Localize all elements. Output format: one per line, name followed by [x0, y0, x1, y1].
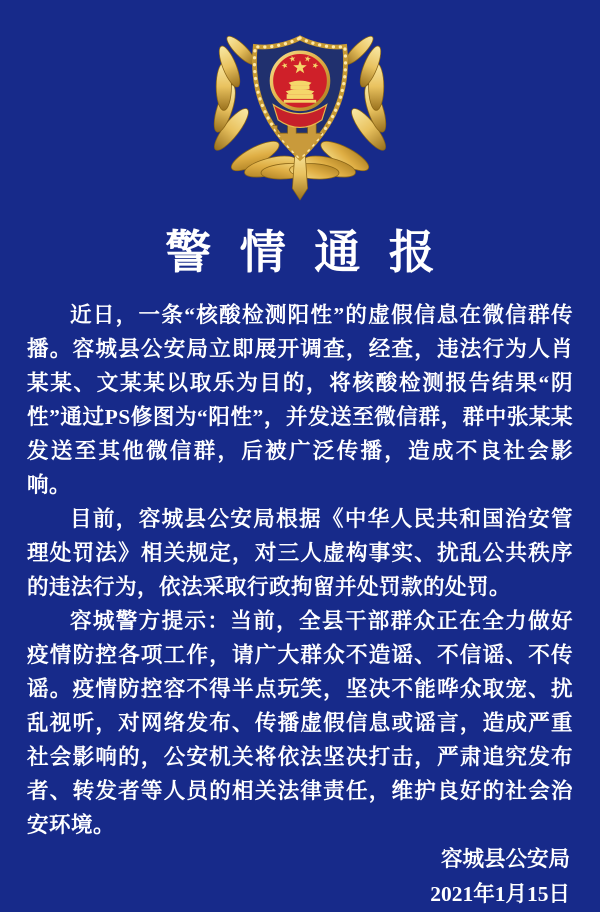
- paragraph-3: 容城警方提示：当前，全县干部群众正在全力做好疫情防控各项工作，请广大群众不造谣、不信谣、不传谣。疫情防控容不得半点玩笑，坚决不能哗众取宠、扰乱视听，对网络发布、传播虚假信息或谣言，造成严重社会影响的，公安机关将依法坚决打击，严肃追究发布者、转发者等人员的相关法律责任，维护良好的社会治安环境。: [27, 609, 573, 837]
- paragraph-2: 目前，容城县公安局根据《中华人民共和国治安管理处罚法》相关规定，对三人虚构事实、扰乱公共秩序的违法行为，依法采取行政拘留并处罚款的处罚。: [27, 507, 573, 599]
- notice-body: [0, 298, 600, 842]
- issuing-agency: 容城县公安局: [440, 847, 570, 871]
- issue-date: 2021年1月15日: [430, 882, 570, 906]
- paragraph-1: 近日，一条“核酸检测阳性”的虚假信息在微信群传播。容城县公安局立即展开调查，经查，违法行为人肖某某、文某某以取乐为目的，将核酸检测报告结果“阴性”通过PS修图为“阳性”，并发送至微信群，群中张某某发送至其他微信群，后被广泛传播，造成不良社会影响。: [27, 303, 573, 497]
- notice-title: 警情通报: [165, 227, 464, 278]
- police-emblem: [200, 26, 400, 208]
- signature-block: [0, 842, 600, 912]
- police-badge-icon: [200, 26, 400, 208]
